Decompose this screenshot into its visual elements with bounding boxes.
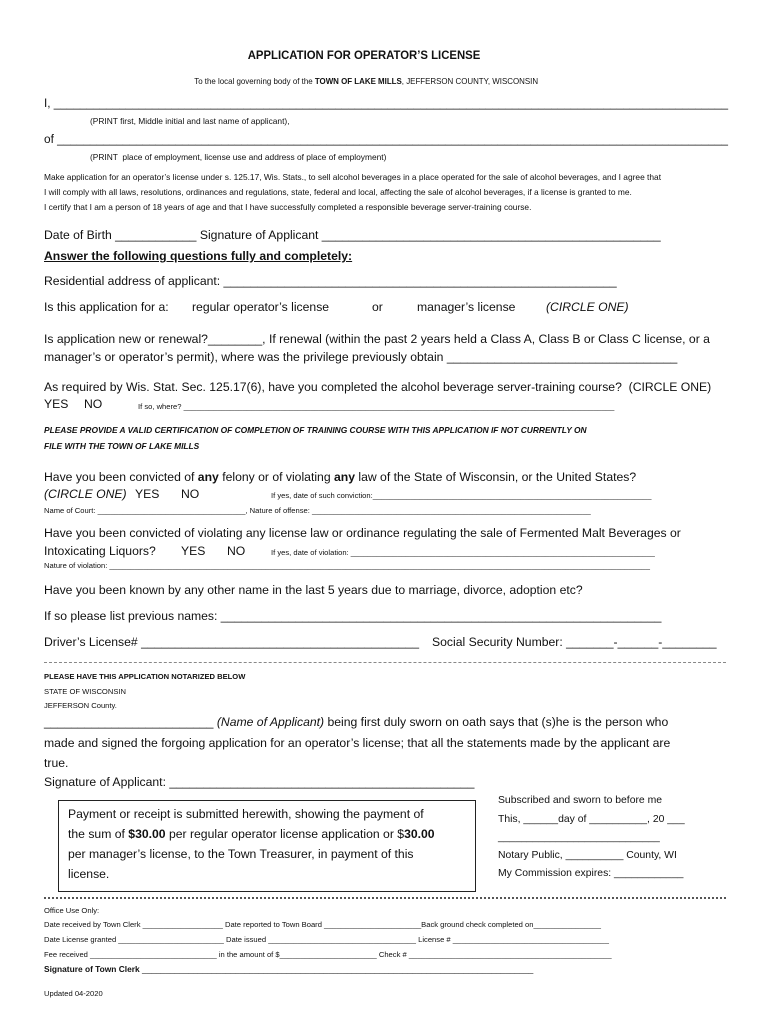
liquor-question-1: Have you been convicted of violating any license law or ordinance regulating the sale of Fermented Malt Beverages or: [44, 526, 681, 540]
liquor-nature-line[interactable]: Nature of violation: ________________________________________________________________________________________________________________________________: [44, 561, 651, 570]
notary-signature-line[interactable]: Signature of Applicant: _____________________________________________: [44, 775, 475, 789]
employment-hint: (PRINT place of employment, license use and address of place of employment): [90, 152, 387, 162]
updated-date: Updated 04-2020: [44, 989, 103, 998]
liquor-no[interactable]: NO: [227, 544, 246, 558]
oath-line-1[interactable]: [44, 716, 668, 728]
new-renewal-line-1[interactable]: Is application new or renewal?________, If renewal (within the past 2 years held a Class A, Class B or Class C license, or a: [44, 332, 710, 346]
felony-question: [44, 471, 636, 483]
felony-q2: felony or of violating: [218, 470, 334, 484]
notary-date-line[interactable]: This, ______day of __________, 20 ___: [498, 814, 685, 825]
felony-court-line[interactable]: Name of Court: ___________________________________, Nature of offense: __________________________________________________________________: [44, 506, 591, 515]
notary-blank-line[interactable]: ____________________________: [498, 832, 660, 843]
office-row-2[interactable]: Date License granted _________________________ Date issued ___________________________________ License # _____________________________________: [44, 935, 610, 944]
felony-q3: law of the State of Wisconsin, or the United States?: [355, 470, 637, 484]
applicant-name-line[interactable]: I, _______________________________________________________________________________________________________: [44, 96, 728, 110]
payment-mid: per regular operator license application or $: [165, 827, 405, 841]
other-name-question: Have you been known by any other name in the last 5 years due to marriage, divorce, adoption etc?: [44, 583, 583, 597]
statement-line-3: I certify that I am a person of 18 years of age and that I have successfully completed a responsible beverage server-training course.: [44, 202, 532, 212]
felony-no[interactable]: NO: [181, 487, 200, 501]
office-divider: [44, 897, 726, 899]
notary-state: STATE OF WISCONSIN: [44, 687, 126, 696]
office-row-1[interactable]: Date received by Town Clerk ___________________ Date reported to Town Board _______________________Back ground check completed on________________: [44, 920, 602, 929]
commission-expires-line[interactable]: My Commission expires: ____________: [498, 868, 684, 879]
new-renewal-line-2[interactable]: manager’s or operator’s permit), where was the privilege previously obtain __________________________________: [44, 350, 678, 364]
clerk-signature-line[interactable]: [44, 965, 533, 973]
training-question: As required by Wis. Stat. Sec. 125.17(6), have you completed the alcohol beverage server-training course? (CIRCLE ONE): [44, 380, 712, 394]
option-or: or: [372, 300, 383, 314]
liquor-question-2: Intoxicating Liquors?: [44, 544, 156, 558]
previous-names-line[interactable]: If so please list previous names: _________________________________________________________________: [44, 609, 662, 623]
application-for-label: Is this application for a:: [44, 300, 169, 314]
felony-q1: Have you been convicted of: [44, 470, 198, 484]
page-title: APPLICATION FOR OPERATOR’S LICENSE: [247, 48, 481, 62]
subtitle-pre: To the local governing body of the: [194, 76, 315, 87]
employment-line[interactable]: of ______________________________________________________________________________________________________: [44, 132, 728, 146]
certification-notice-2: FILE WITH THE TOWN OF LAKE MILLS: [44, 441, 200, 451]
office-row-3[interactable]: Fee received ______________________________ in the amount of $_______________________ Check # ________________________________________________: [44, 950, 612, 959]
oath-line-2: made and signed the forgoing application for an operator’s license; that all the statements made by the applicant are: [44, 736, 671, 750]
drivers-license-line[interactable]: Driver’s License# _________________________________________: [44, 635, 419, 649]
training-where-line[interactable]: If so, where? ______________________________________________________________________________________________________: [138, 402, 615, 411]
payment-line-4: license.: [68, 867, 110, 881]
certification-notice-1: PLEASE PROVIDE A VALID CERTIFICATION OF COMPLETION OF TRAINING COURSE WITH THIS APPLICATION IF NOT CURRENTLY ON: [44, 425, 587, 435]
felony-any-1: any: [197, 470, 219, 484]
training-no[interactable]: NO: [84, 397, 103, 411]
payment-amount-1: $30.00: [128, 827, 166, 841]
ssn-line[interactable]: Social Security Number: _______-______-________: [432, 635, 717, 649]
oath-rest: being first duly sworn on oath says that (s)he is the person who: [324, 715, 669, 729]
subtitle-town: TOWN OF LAKE MILLS: [314, 76, 402, 87]
oath-line-3: true.: [44, 756, 69, 770]
answer-heading: Answer the following questions fully and completely:: [44, 249, 353, 263]
payment-line-1: Payment or receipt is submitted herewith, showing the payment of: [68, 807, 424, 821]
liquor-date-line[interactable]: If yes, date of violation: ________________________________________________________________________: [271, 548, 655, 557]
payment-line-2: [68, 828, 435, 840]
notary-public-line[interactable]: Notary Public, __________ County, WI: [498, 850, 677, 861]
dob-signature-line[interactable]: Date of Birth ____________ Signature of Applicant __________________________________________________: [44, 228, 661, 242]
notary-heading: PLEASE HAVE THIS APPLICATION NOTARIZED BELOW: [44, 672, 246, 681]
training-yes[interactable]: YES: [44, 397, 69, 411]
liquor-yes[interactable]: YES: [181, 544, 206, 558]
felony-circle-one: (CIRCLE ONE): [44, 487, 127, 501]
residential-address-line[interactable]: Residential address of applicant: __________________________________________________________: [44, 274, 617, 288]
oath-name-label: (Name of Applicant): [216, 715, 325, 729]
subscribed-sworn: Subscribed and sworn to before me: [498, 795, 663, 806]
felony-any-2: any: [333, 470, 355, 484]
page-subtitle: [0, 69, 728, 86]
felony-date-line[interactable]: If yes, date of such conviction:__________________________________________________________________: [271, 491, 652, 500]
circle-one-hint: (CIRCLE ONE): [546, 300, 629, 314]
section-divider: [44, 662, 726, 663]
statement-line-1: Make application for an operator’s license under s. 125.17, Wis. Stats., to sell alcohol beverages in a place operated for the sale of alcohol beverages, and I agree that: [44, 172, 662, 182]
option-manager[interactable]: manager’s license: [417, 300, 516, 314]
applicant-name-hint: (PRINT first, Middle initial and last name of applicant),: [90, 116, 290, 126]
subtitle-post: , JEFFERSON COUNTY, WISCONSIN: [401, 76, 539, 87]
felony-yes[interactable]: YES: [135, 487, 160, 501]
payment-pre: the sum of: [68, 827, 129, 841]
payment-amount-2: 30.00: [404, 827, 435, 841]
notary-county: JEFFERSON County.: [44, 701, 117, 710]
office-heading: Office Use Only:: [44, 906, 100, 915]
statement-line-2: I will comply with all laws, resolutions, ordinances and regulations, state, federal and local, affecting the sale of alcohol beverages, if a license is granted to me.: [44, 187, 632, 197]
clerk-signature-label: Signature of Town Clerk: [44, 964, 140, 974]
oath-blank[interactable]: _________________________: [44, 715, 217, 729]
option-regular-operator[interactable]: regular operator’s license: [192, 300, 330, 314]
clerk-signature-blank[interactable]: ____________________________________________________________________________________: [139, 964, 534, 974]
payment-line-3: per manager’s license, to the Town Treasurer, in payment of this: [68, 847, 414, 861]
